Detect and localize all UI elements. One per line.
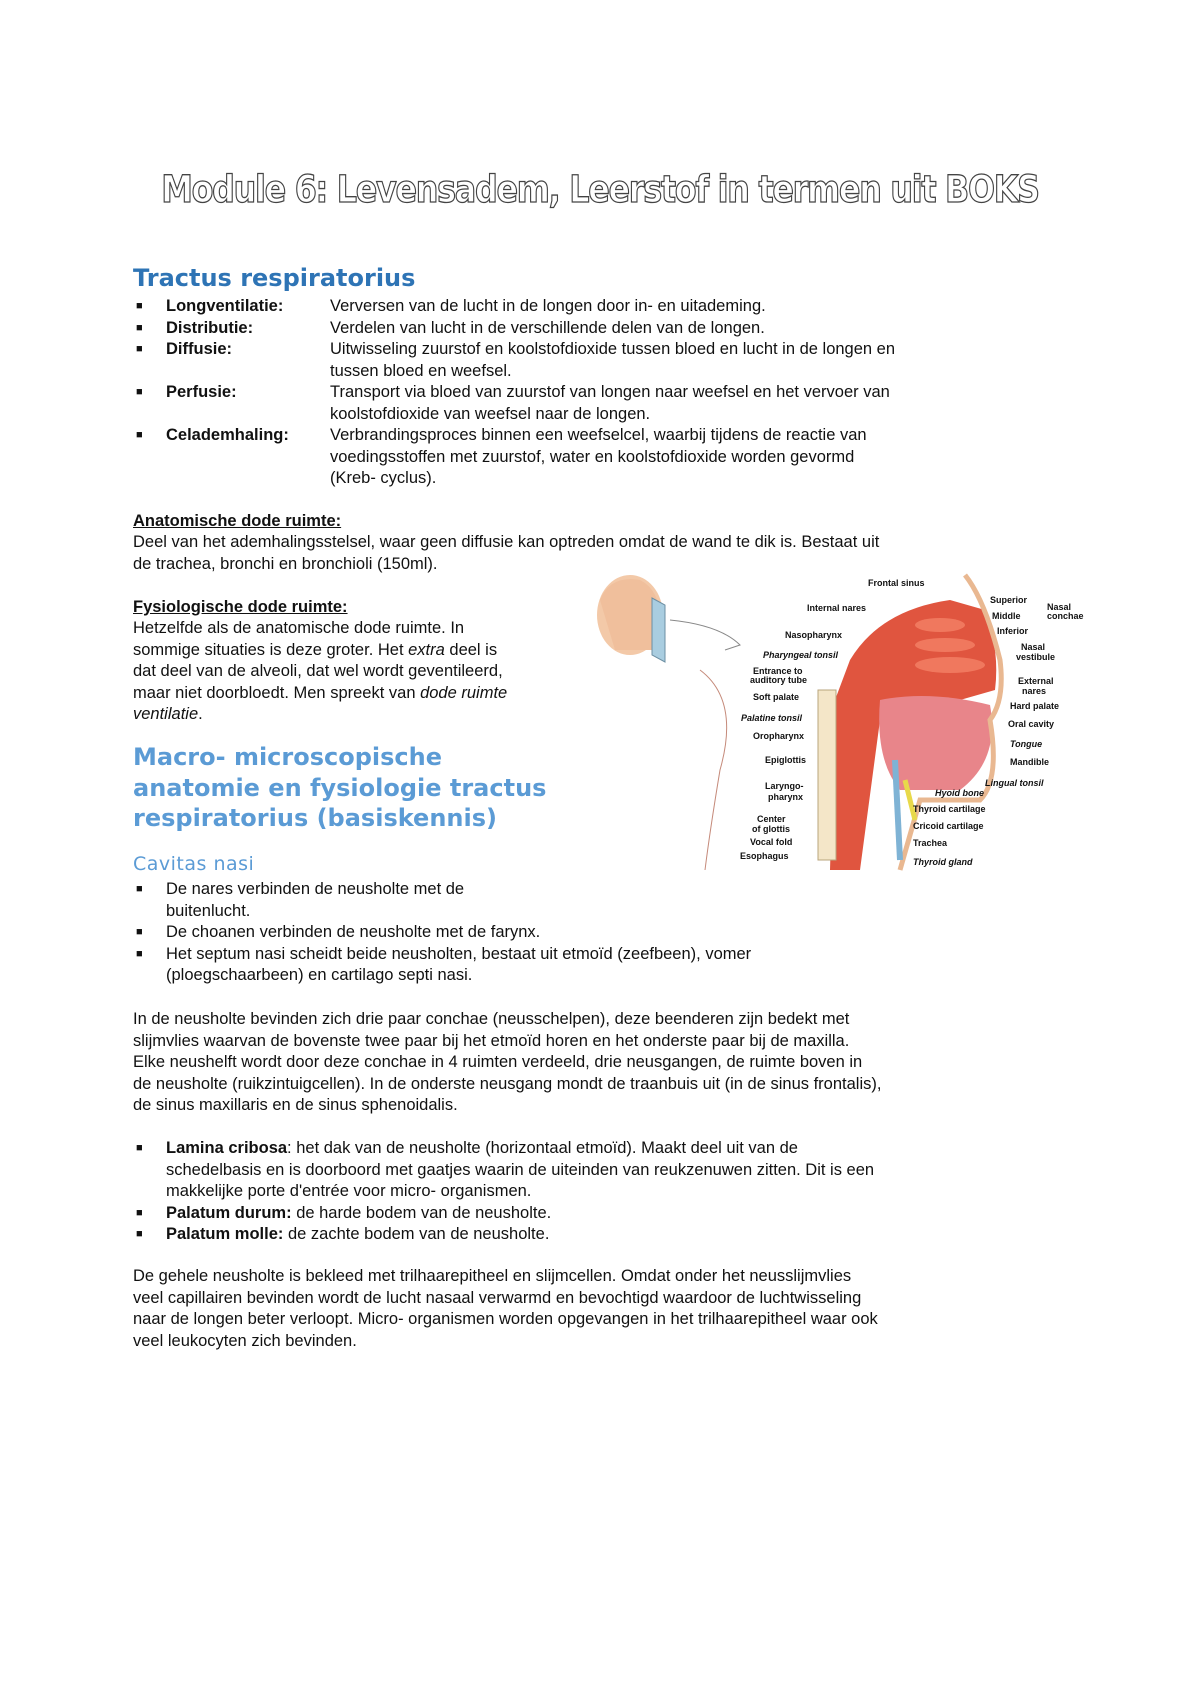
- figure-label: Internal nares: [807, 603, 867, 613]
- definition-text: Verversen van de lucht in de longen door in- en uitademing.: [330, 297, 766, 315]
- head-illustration: [597, 575, 740, 870]
- text-line: ventilatie.: [133, 705, 203, 723]
- definition-term: Longventilatie:: [166, 297, 284, 315]
- bullet-icon: ■: [136, 321, 143, 334]
- figure-label: vestibule: [1016, 652, 1056, 662]
- bullet-icon: ■: [136, 1142, 143, 1154]
- figure-label: Oropharynx: [753, 731, 805, 741]
- definition-text: Verdelen van lucht in de verschillende delen van de longen.: [330, 318, 765, 337]
- definition-text: Verbrandingsproces binnen een weefselcel, waarbij tijdens de reactie van: [330, 426, 867, 444]
- figure-label: Inferior: [997, 626, 1029, 636]
- figure-label: nares: [1022, 686, 1047, 696]
- figure-label: Laryngo-: [765, 781, 804, 791]
- figure-label: Soft palate: [753, 692, 800, 702]
- text-line: de trachea, bronchi en bronchioli (150ml).: [133, 554, 438, 573]
- figure-label: pharynx: [768, 792, 804, 802]
- figure-label: auditory tube: [750, 675, 808, 685]
- definition-text: Transport via bloed van zuurstof van longen naar weefsel en het vervoer van: [330, 383, 890, 401]
- bullet-text: Palatum durum: de harde bodem van de neusholte.: [166, 1203, 552, 1222]
- figure-label: External: [1018, 676, 1054, 686]
- definition-text: Uitwisseling zuurstof en koolstofdioxide tussen bloed en lucht in de longen en: [330, 340, 896, 358]
- figure-label: Hard palate: [1010, 701, 1060, 711]
- definition-term: Celademhaling:: [166, 426, 289, 444]
- figure-label: Superior: [990, 595, 1028, 605]
- figure-label: Frontal sinus: [868, 578, 925, 588]
- figure-label: Oral cavity: [1008, 719, 1055, 729]
- figure-label: Trachea: [913, 838, 948, 848]
- figure-label: Middle: [992, 611, 1021, 621]
- definition-text: (Kreb- cyclus).: [330, 469, 437, 487]
- figure-label: Entrance to: [753, 666, 803, 676]
- figure-label: Thyroid gland: [913, 857, 973, 867]
- definition-text: voedingsstoffen met zuurstof, water en koolstofdioxide worden gevormd: [330, 447, 855, 466]
- figure-label: conchae: [1047, 611, 1084, 621]
- bullet-text: makkelijke porte d'entrée voor micro- organismen.: [166, 1182, 532, 1200]
- bullet-text: Palatum molle: de zachte bodem van de neusholte.: [166, 1225, 550, 1243]
- bullet-text: (ploegschaarbeen) en cartilago septi nasi.: [166, 966, 473, 984]
- section-heading-macro: respiratorius (basiskennis): [133, 804, 497, 832]
- text-line: Hetzelfde als de anatomische dode ruimte. In: [133, 619, 465, 637]
- bullet-icon: ■: [136, 343, 143, 355]
- figure-label: Palatine tonsil: [741, 713, 803, 723]
- paragraph-line: naar de longen beter verloopt. Micro- organismen worden opgevangen in het trilhaarepitheel waar ook: [133, 1310, 878, 1328]
- definition-text: tussen bloed en weefsel.: [330, 361, 512, 380]
- bullet-icon: ■: [136, 300, 143, 312]
- bullet-icon: ■: [136, 926, 143, 938]
- paragraph-line: Elke neushelft wordt door deze conchae in 4 ruimten verdeeld, drie neusgangen, de ruimte boven in: [133, 1053, 863, 1071]
- paragraph-line: veel capillairen bevinden wordt de lucht nasaal verwarmd en bevochtigd waardoor de luchtwisseling: [133, 1288, 862, 1307]
- figure-label: Nasal: [1047, 602, 1072, 612]
- paragraph-line: de sinus maxillaris en de sinus sphenoidalis.: [133, 1096, 458, 1114]
- subheading-anatomische: Anatomische dode ruimte:: [133, 512, 342, 530]
- anatomy-figure: [590, 565, 1100, 880]
- bullet-icon: ■: [136, 947, 143, 960]
- section-heading-macro: anatomie en fysiologie tractus: [133, 773, 547, 802]
- page-title: Module 6: Levensadem, Leerstof in termen uit BOKS: [161, 168, 1039, 211]
- figure-label: Tongue: [1010, 739, 1043, 749]
- bullet-text: De nares verbinden de neusholte met de: [166, 880, 465, 898]
- section-heading-tractus: Tractus respiratorius: [133, 264, 416, 292]
- definition-text: koolstofdioxide van weefsel naar de longen.: [330, 404, 651, 423]
- figure-label: Esophagus: [740, 851, 789, 861]
- figure-label: Lingual tonsil: [985, 778, 1044, 788]
- bullet-icon: ■: [136, 883, 143, 895]
- text-line: sommige situaties is deze groter. Het extra deel is: [133, 640, 498, 659]
- figure-label: Cricoid cartilage: [913, 821, 984, 831]
- definition-term: Diffusie:: [166, 340, 232, 358]
- figure-label: of glottis: [752, 824, 790, 834]
- paragraph-line: veel leukocyten zich bevinden.: [133, 1331, 357, 1350]
- bullet-icon: ■: [136, 1206, 143, 1219]
- paragraph-line: De gehele neusholte is bekleed met trilhaarepitheel en slijmcellen. Omdat onder het neusslijmvlies: [133, 1267, 852, 1285]
- text-line: maar niet doorbloedt. Men spreekt van dode ruimte: [133, 683, 508, 702]
- text-line: Deel van het ademhalingsstelsel, waar geen diffusie kan optreden omdat de wand te dik is. Bestaat uit: [133, 533, 880, 551]
- figure-label: Epiglottis: [765, 755, 806, 765]
- figure-label: Vocal fold: [750, 837, 793, 847]
- bullet-icon: ■: [136, 429, 143, 441]
- subheading-cavitas-nasi: Cavitas nasi: [133, 853, 255, 875]
- subheading-fysiologische: Fysiologische dode ruimte:: [133, 598, 348, 616]
- figure-label: Mandible: [1010, 757, 1050, 767]
- definition-term: Perfusie:: [166, 383, 237, 401]
- paragraph-line: In de neusholte bevinden zich drie paar conchae (neusschelpen), deze beenderen zijn bedekt met: [133, 1010, 850, 1028]
- figure-label: Hyoid bone: [935, 788, 984, 798]
- bullet-text: buitenlucht.: [166, 901, 251, 920]
- bullet-icon: ■: [136, 1228, 143, 1240]
- figure-label: Center: [757, 814, 786, 824]
- bullet-icon: ■: [136, 386, 143, 398]
- text-line: dat deel van de alveoli, dat wel wordt geventileerd,: [133, 662, 503, 680]
- bullet-text: De choanen verbinden de neusholte met de farynx.: [166, 923, 541, 941]
- paragraph-line: de neusholte (ruikzintuigcellen). In de onderste neusgang mondt de traanbuis uit (in de sinus frontalis),: [133, 1074, 882, 1093]
- figure-label: Pharyngeal tonsil: [763, 650, 839, 660]
- definition-term: Distributie:: [166, 318, 254, 337]
- section-heading-macro: Macro- microscopische: [133, 743, 443, 771]
- figure-label: Nasal: [1021, 642, 1046, 652]
- bullet-text: Lamina cribosa: het dak van de neusholte (horizontaal etmoïd). Maakt deel uit van de: [166, 1139, 798, 1157]
- figure-label: Thyroid cartilage: [913, 804, 986, 814]
- bullet-text: schedelbasis en is doorboord met gaatjes waarin de uiteinden van reukzenuwen zitten. Dit is een: [166, 1160, 875, 1179]
- figure-label: Nasopharynx: [785, 630, 843, 640]
- bullet-text: Het septum nasi scheidt beide neusholten, bestaat uit etmoïd (zeefbeen), vomer: [166, 944, 752, 963]
- paragraph-line: slijmvlies waarvan de bovenste twee paar bij het etmoïd horen en het onderste paar bij de maxilla.: [133, 1031, 850, 1050]
